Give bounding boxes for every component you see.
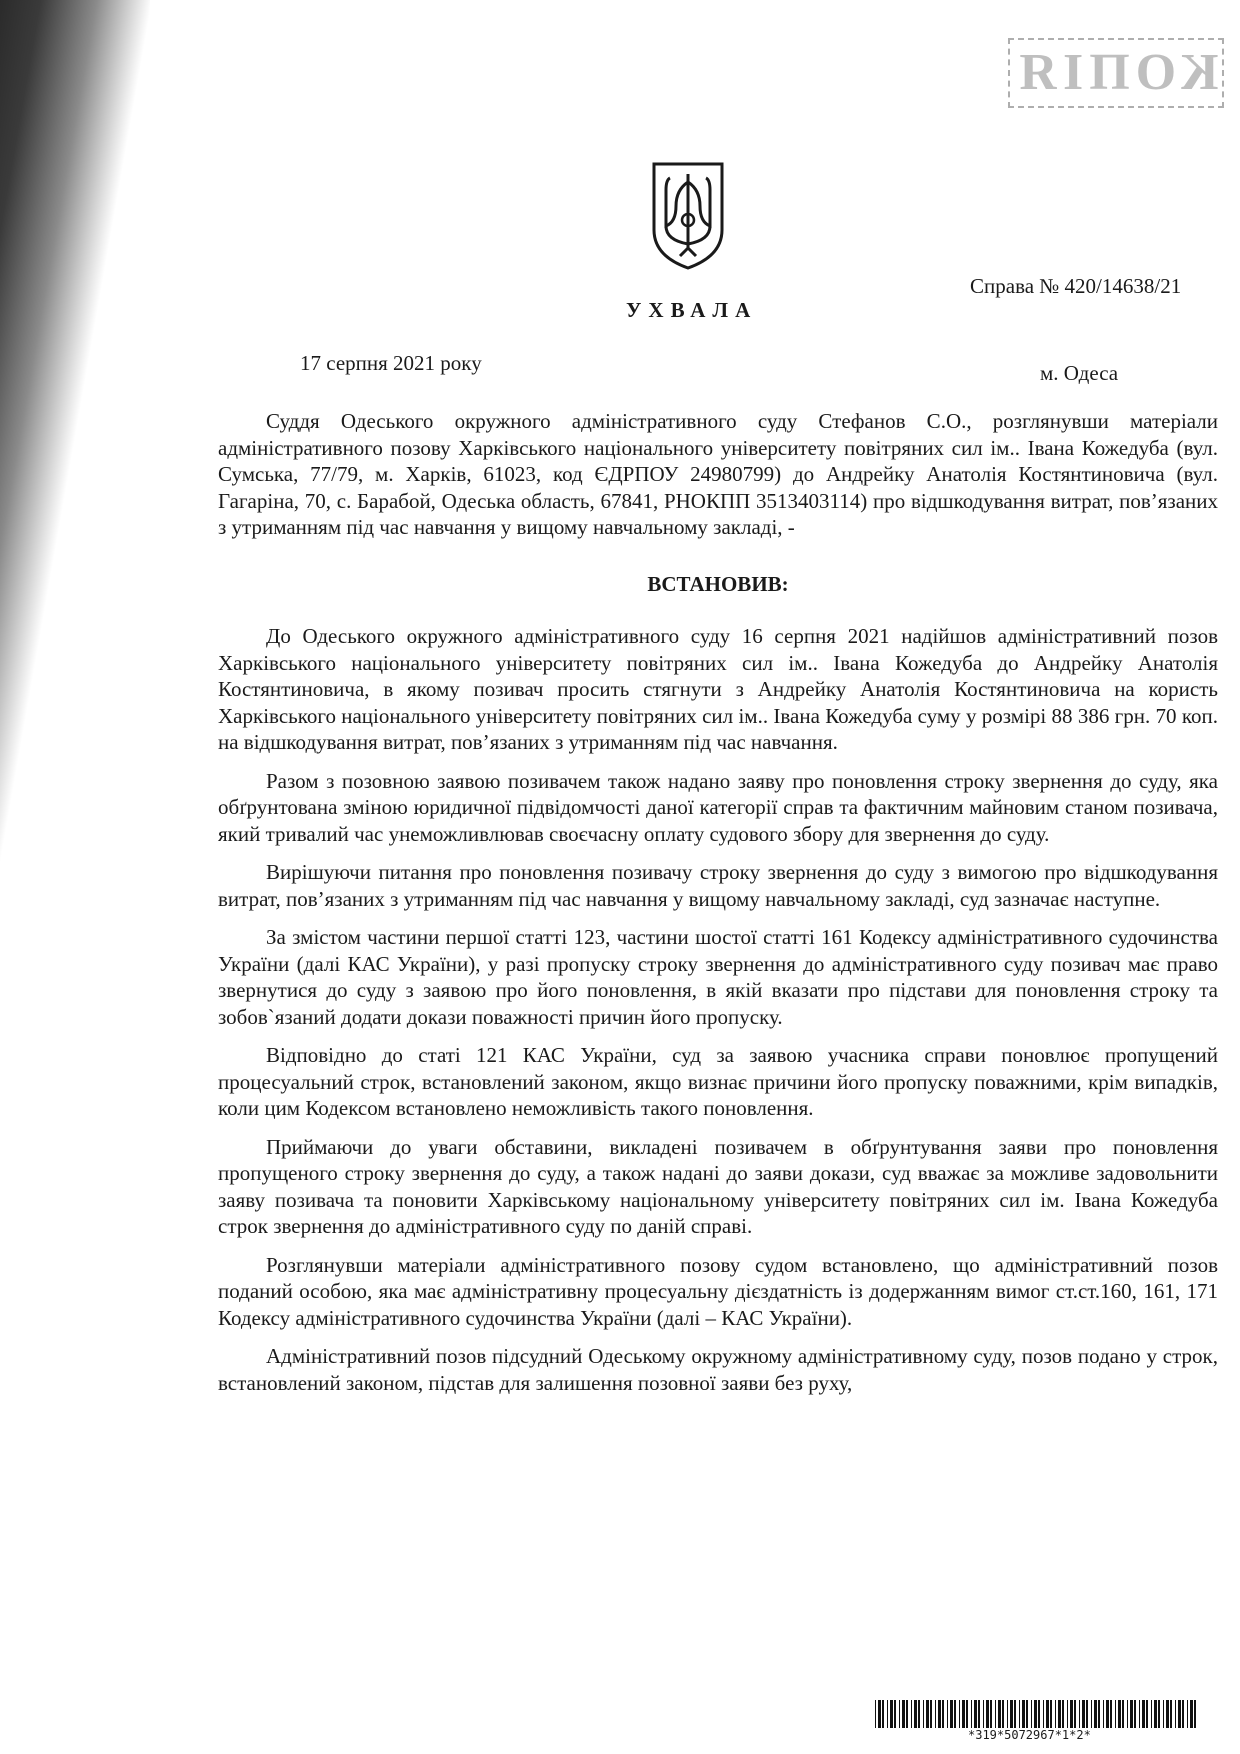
body-paragraph: Приймаючи до уваги обставини, викладені позивачем в обґрунтування заяви про поновлення пропущеного строку звернення до суду, а також надані до заяви докази, суд вважає за можливе задовольнити заяву позивача та поновити Харківському національному університету повітряних сил ім. Івана Кожедуба строк звернення до адміністративного суду по даній справі. (218, 1134, 1218, 1238)
barcode-bar (998, 1700, 1001, 1728)
barcode-bar (1014, 1700, 1016, 1728)
barcode-bar (1074, 1700, 1076, 1728)
section-heading: ВСТАНОВИВ: (647, 571, 789, 596)
body-paragraph: Вирішуючи питання про поновлення позивачу строку звернення до суду з вимогою про відшкодування витрат, пов’язаних з утриманням під час навчання у вищому навчальному закладі, суд зазначає наступне. (218, 860, 1218, 911)
barcode-bar (1082, 1700, 1085, 1728)
barcode-bar (923, 1700, 924, 1728)
barcode-bar (894, 1700, 896, 1728)
barcode-bar (1086, 1700, 1088, 1728)
barcode-bar (1070, 1700, 1073, 1728)
barcode-bar (1115, 1700, 1116, 1728)
document-city: м. Одеса (1040, 361, 1119, 385)
body-paragraph: Відповідно до статі 121 КАС України, суд за заявою учасника справи поновлює пропущений процесуальний строк, встановлений законом, якщо визнає причини його пропуску поважними, крім випадків, коли цим Кодексом встановлено неможливість такого поновлення. (218, 1043, 1218, 1120)
barcode-bar (959, 1700, 960, 1728)
barcode-bar (1098, 1700, 1100, 1728)
barcode-bar (1103, 1700, 1104, 1728)
barcode-bar (986, 1700, 989, 1728)
barcode-bar (914, 1700, 917, 1728)
barcode-bar (978, 1700, 980, 1728)
barcode-bar (1046, 1700, 1049, 1728)
body-paragraph: Розглянувши матеріали адміністративного позову судом встановлено, що адміністративний позов поданий особою, яка має адміністративну процесуальну дієздатність із додержанням вимог ст.ст.160, 161, 171 Кодексу адміністративного судочинства України (далі – КАС України). (218, 1252, 1218, 1330)
barcode-bar (1146, 1700, 1148, 1728)
body-paragraph: До Одеського окружного адміністративного суду 16 серпня 2021 надійшов адміністративний позов Харківського національного університету повітряних сил ім.. Івана Кожедуба до Андрейку Анатолія Костянтиновича, в якому позивач просить стягнути з Андрейку Анатолія Костянтиновича на користь Харківського національного університету повітряних сил ім.. Івана Кожедуба суму у розмірі 88 386 грн. 70 коп. на відшкодування витрат, пов’язаних з утриманням під час навчання. (218, 624, 1218, 754)
document-body (218, 408, 1218, 1408)
barcode-bar (1110, 1700, 1112, 1728)
barcode-bar (890, 1700, 893, 1728)
barcode-bar (1134, 1700, 1136, 1728)
barcode-bar (1194, 1700, 1196, 1728)
barcode-bar (1122, 1700, 1124, 1728)
barcode-bar (1091, 1700, 1092, 1728)
barcode-bar (1163, 1700, 1164, 1728)
barcode-bar (1079, 1700, 1080, 1728)
barcode-bar (1010, 1700, 1013, 1728)
barcode-bar (930, 1700, 932, 1728)
barcode-bar (918, 1700, 920, 1728)
barcode-bar (875, 1700, 876, 1728)
barcode-bar (950, 1700, 953, 1728)
barcode-bar (935, 1700, 936, 1728)
barcode-bar (911, 1700, 912, 1728)
barcode-bar (1175, 1700, 1176, 1728)
barcode-bar (990, 1700, 992, 1728)
barcode-bar (1127, 1700, 1128, 1728)
barcode-bar (1182, 1700, 1184, 1728)
barcode-bar (1130, 1700, 1133, 1728)
barcode-bar (1050, 1700, 1052, 1728)
barcode-bar (1158, 1700, 1160, 1728)
barcode-bar (1019, 1700, 1020, 1728)
barcode-bar (954, 1700, 956, 1728)
barcode-bar (966, 1700, 968, 1728)
barcode-bar (1106, 1700, 1109, 1728)
barcode-bar (906, 1700, 908, 1728)
intro-paragraph: Суддя Одеського окружного адміністративного суду Стефанов С.О., розглянувши матеріали адміністративного позову Харківського національного університету повітряних сил ім.. Івана Кожедуба (вул. Сумська, 77/79, м. Харків, 61023, код ЄДРПОУ 24980799) до Андрейку Анатолія Костянтиновича (вул. Гагаріна, 70, с. Барабой, Одеська область, 67841, РНОКПП 3513403114) про відшкодування витрат, пов’язаних з утриманням під час навчання у вищому навчальному закладі, - (218, 409, 1218, 539)
body-paragraph: Разом з позовною заявою позивачем також надано заяву про поновлення строку звернення до суду, яка обґрунтована зміною юридичної підвідомчості даної категорії справ та фактичним майновим станом позивача, який тривалий час унеможливлював своєчасну оплату судового збору для звернення до суду. (218, 768, 1218, 846)
barcode-bar (1151, 1700, 1152, 1728)
barcode-bar (947, 1700, 948, 1728)
barcode-bar (1055, 1700, 1056, 1728)
barcode-bar (1178, 1700, 1181, 1728)
barcode-bar (1022, 1700, 1025, 1728)
document-title: УХВАЛА (626, 298, 758, 322)
barcode-bar (962, 1700, 965, 1728)
barcode-bar (882, 1700, 884, 1728)
barcode-bar (926, 1700, 929, 1728)
barcode-bar (1118, 1700, 1121, 1728)
scan-edge-shadow (0, 0, 150, 1754)
barcode-bar (1031, 1700, 1032, 1728)
barcode-bar (1094, 1700, 1097, 1728)
barcode-bar (1067, 1700, 1068, 1728)
body-paragraph: За змістом частини першої статті 123, частини шостої статті 161 Кодексу адміністративного судочинства України (далі КАС України), у разі пропуску строку звернення до адміністративного суду позивач має право звернутися до суду з заявою про його поновлення, в якій вказати про підстави для поновлення строку та зобов`язаний додати докази поважності причин його пропуску. (218, 925, 1218, 1029)
barcode-bar (1154, 1700, 1157, 1728)
barcode-text: *319*5072967*1*2* (968, 1728, 1091, 1742)
barcode-bar (1062, 1700, 1064, 1728)
barcode-bar (1038, 1700, 1040, 1728)
barcode-bar (1034, 1700, 1037, 1728)
barcode-bar (995, 1700, 996, 1728)
barcode-bar (1026, 1700, 1028, 1728)
barcode-bar (983, 1700, 984, 1728)
barcode-bar (938, 1700, 941, 1728)
barcode-bar (887, 1700, 888, 1728)
case-number: Справа № 420/14638/21 (970, 274, 1182, 298)
body-paragraph: Адміністративний позов підсудний Одеському окружному адміністративному суду, позов подано у строк, встановлений законом, підстав для залишення позовної заяви без руху, (218, 1344, 1218, 1395)
barcode-bar (1190, 1700, 1193, 1728)
barcode-bar (1187, 1700, 1188, 1728)
barcode-bar (971, 1700, 972, 1728)
barcode-bar (974, 1700, 977, 1728)
barcode-bar (1043, 1700, 1044, 1728)
barcode-bar (899, 1700, 900, 1728)
barcode-bar (1166, 1700, 1169, 1728)
coat-of-arms-icon (650, 160, 726, 272)
barcode-bar (878, 1700, 881, 1728)
barcode-bar (1139, 1700, 1140, 1728)
barcode-bar (1007, 1700, 1008, 1728)
barcode-icon (875, 1700, 1200, 1728)
barcode-bar (1142, 1700, 1145, 1728)
barcode-bar (1170, 1700, 1172, 1728)
barcode-bar (942, 1700, 944, 1728)
copy-stamp: КОПІЯ (1008, 38, 1224, 108)
document-date: 17 серпня 2021 року (300, 351, 482, 375)
barcode-bar (1058, 1700, 1061, 1728)
barcode-bar (1002, 1700, 1004, 1728)
barcode-bar (902, 1700, 905, 1728)
